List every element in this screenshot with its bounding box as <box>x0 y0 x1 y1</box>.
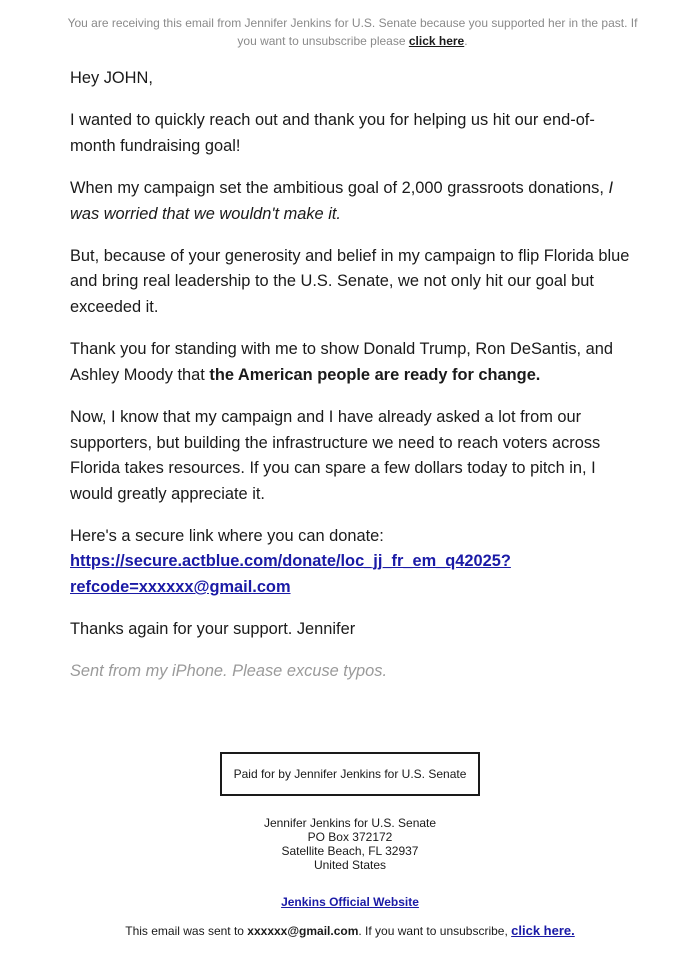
sent-to-email: xxxxxx@gmail.com <box>247 924 359 938</box>
footer-unsubscribe-link[interactable]: click here. <box>511 923 575 938</box>
paragraph-donate <box>70 524 630 601</box>
greeting: Hey JOHN, <box>70 69 153 87</box>
mailing-address <box>200 816 500 872</box>
preheader-unsubscribe-link[interactable]: click here <box>408 34 465 48</box>
address-country: United States <box>313 858 387 872</box>
donate-link-line-2[interactable]: refcode=xxxxxx@gmail.com <box>70 578 291 597</box>
preheader-text: You are receiving this email from Jennifer Jenkins for U.S. Senate because you supported her in the past. If you want to unsubscribe please <box>67 16 638 48</box>
donate-link[interactable] <box>70 552 511 596</box>
website-link-row <box>200 895 500 909</box>
paragraph-goal <box>70 176 630 227</box>
preheader-end: . <box>464 34 468 48</box>
email-body <box>70 66 630 702</box>
paragraph-goal-text: When my campaign set the ambitious goal of 2,000 grassroots donations, <box>70 178 609 197</box>
paid-for-text: Paid for by Jennifer Jenkins for U.S. Senate <box>233 767 467 781</box>
sent-to-prefix: This email was sent to <box>125 924 248 938</box>
paragraph-thanks: I wanted to quickly reach out and thank you for helping us hit our end-of-month fundraising goal! <box>70 111 595 155</box>
donate-link-line-1[interactable]: https://secure.actblue.com/donate/loc_jj_fr_em_q42025? <box>70 552 511 571</box>
preheader <box>60 14 645 50</box>
paragraph-goal-italic: I was worried that we wouldn't make it. <box>70 178 614 223</box>
paragraph-exceeded: But, because of your generosity and belief in my campaign to flip Florida blue and bring real leadership to the U.S. Senate, we not only hit our goal but exceeded it. <box>70 246 630 316</box>
sent-to-suffix: . If you want to unsubscribe, <box>358 924 512 938</box>
signoff: Thanks again for your support. Jennifer <box>70 620 356 639</box>
sent-from-iphone: Sent from my iPhone. Please excuse typos. <box>70 662 388 681</box>
paragraph-standing-bold: the American people are ready for change. <box>209 365 541 384</box>
sent-to-line <box>40 923 660 938</box>
paid-for-box <box>220 752 480 796</box>
paragraph-standing-text: Thank you for standing with me to show Donald Trump, Ron DeSantis, and Ashley Moody that <box>70 340 613 384</box>
address-name: Jennifer Jenkins for U.S. Senate <box>263 816 437 830</box>
address-line-2: Satellite Beach, FL 32937 <box>281 844 419 858</box>
donate-intro: Here's a secure link where you can donate: <box>70 526 384 545</box>
paragraph-standing <box>70 337 630 388</box>
address-line-1: PO Box 372172 <box>307 830 393 844</box>
paragraph-ask: Now, I know that my campaign and I have already asked a lot from our supporters, but building the infrastructure we need to reach voters across Florida takes resources. If you can spare a few dollars today to pitch in, I would greatly appreciate it. <box>70 407 601 503</box>
official-website-link[interactable]: Jenkins Official Website <box>281 895 419 909</box>
